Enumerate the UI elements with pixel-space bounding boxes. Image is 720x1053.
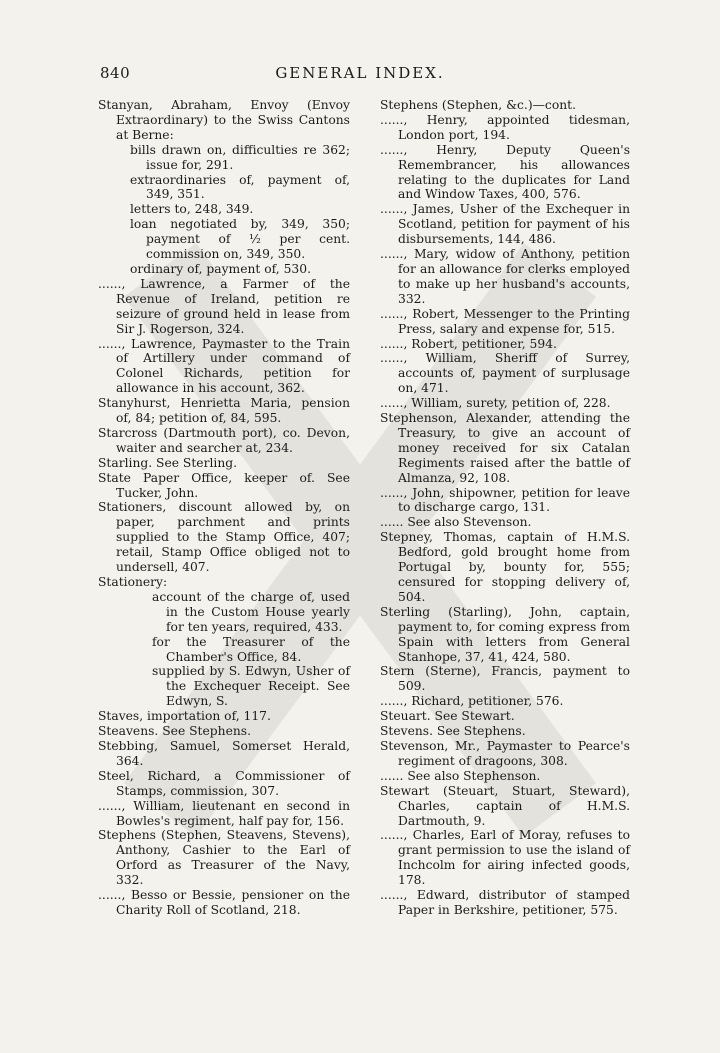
index-entry: Steel, Richard, a Commissioner of Stamps, commission, 307. <box>98 768 350 798</box>
index-entry: letters to, 248, 349. <box>130 202 254 217</box>
index-entry: ......, John, shipowner, petition for leave to discharge cargo, 131. <box>380 485 630 515</box>
index-entry: ......, Charles, Earl of Moray, refuses to grant permission to use the island of Inchcolm for airing infected goods, 178. <box>380 828 630 888</box>
index-entry: bills drawn on, difficulties re 362; issue for, 291. <box>130 142 350 172</box>
index-entry: Stanyan, Abraham, Envoy (Envoy Extraordinary) to the Swiss Cantons at Berne: <box>98 98 350 142</box>
index-entry: Steuart. See Stewart. <box>380 709 515 724</box>
index-entry: ......, Robert, Messenger to the Printing Press, salary and expense for, 515. <box>380 306 630 336</box>
index-entry: ......, Edward, distributor of stamped Paper in Berkshire, petitioner, 575. <box>380 888 630 917</box>
index-entry: ......, Lawrence, Paymaster to the Train of Artillery under command of Colonel Richards, petition for allowance in his account, 362. <box>98 336 350 396</box>
index-entry: Stern (Sterne), Francis, payment to 509. <box>380 664 630 694</box>
index-entry: ......, Besso or Bessie, pensioner on the Charity Roll of Scotland, 218. <box>98 888 350 917</box>
index-entry: ...... See also Stephenson. <box>380 768 541 783</box>
index-entry: Starling. See Sterling. <box>98 455 238 470</box>
index-entry: Sterling (Starling), John, captain, payment to, for coming express from Spain with letters from General Stanhope, 37, 41, 424, 580. <box>380 604 630 664</box>
index-entry: State Paper Office, keeper of. See Tucker, John. <box>98 470 350 500</box>
index-entry: Stanyhurst, Henrietta Maria, pension of, 84; petition of, 84, 595. <box>98 396 350 426</box>
index-entry: supplied by S. Edwyn, Usher of the Exchequer Receipt. See Edwyn, S. <box>152 664 350 709</box>
right-column <box>380 98 630 918</box>
index-entry: for the Treasurer of the Chamber's Office, 84. <box>152 634 350 664</box>
index-entry: ......, James, Usher of the Exchequer in Scotland, petition for payment of his disbursements, 144, 486. <box>380 202 630 247</box>
index-entry: Stepney, Thomas, captain of H.M.S. Bedford, gold brought home from Portugal by, bounty for, 555; censured for stopping delivery of, 504. <box>380 530 630 604</box>
index-entry: Steavens. See Stephens. <box>98 724 251 739</box>
index-entry: ordinary of, payment of, 530. <box>130 261 311 276</box>
index-entry: Starcross (Dartmouth port), co. Devon, waiter and searcher at, 234. <box>98 425 350 455</box>
page-header <box>0 64 720 88</box>
index-entry: account of the charge of, used in the Custom House yearly for ten years, required, 433. <box>152 589 350 634</box>
page-number: 840 <box>100 64 131 82</box>
index-entry: ......, Henry, appointed tidesman, London port, 194. <box>380 112 630 142</box>
index-entry: Stevenson, Mr., Paymaster to Pearce's regiment of dragoons, 308. <box>380 738 630 768</box>
index-entry: ......, Richard, petitioner, 576. <box>380 694 564 709</box>
index-entry: Stationery: <box>98 575 168 589</box>
index-entry: Stebbing, Samuel, Somerset Herald, 364. <box>98 738 350 768</box>
index-entry: Stephens (Stephen, &c.)—cont. <box>380 98 576 112</box>
index-entry: Staves, importation of, 117. <box>98 709 271 724</box>
index-entry: extraordinaries of, payment of, 349, 351. <box>130 172 350 202</box>
index-entry: ......, William, lieutenant en second in Bowles's regiment, half pay for, 156. <box>98 798 350 828</box>
index-entry: Stephenson, Alexander, attending the Treasury, to give an account of money received for six Catalan Regiments raised after the battle of Almanza, 92, 108. <box>380 411 630 485</box>
index-entry: ......, William, surety, petition of, 228. <box>380 396 611 411</box>
left-column <box>98 98 350 918</box>
index-entry: ......, Robert, petitioner, 594. <box>380 336 557 351</box>
index-entry: ......, Mary, widow of Anthony, petition for an allowance for clerks employed to make up her husband's accounts, 332. <box>380 247 630 306</box>
index-entry: ......, William, Sheriff of Surrey, accounts of, payment of surplusage on, 471. <box>380 351 630 396</box>
index-entry: ...... See also Stevenson. <box>380 515 532 530</box>
index-entry: Stationers, discount allowed by, on paper, parchment and prints supplied to the Stamp Office, 407; retail, Stamp Office obliged not to undersell, 407. <box>98 500 350 575</box>
index-entry: Stevens. See Stephens. <box>380 724 526 739</box>
index-entry: ......, Lawrence, a Farmer of the Revenue of Ireland, petition re seizure of ground held in lease from Sir J. Rogerson, 324. <box>98 276 350 336</box>
index-entry: ......, Henry, Deputy Queen's Remembrancer, his allowances relating to the duplicates for Land and Window Taxes, 400, 576. <box>380 142 630 202</box>
index-entry: loan negotiated by, 349, 350; payment of ½ per cent. commission on, 349, 350. <box>130 217 350 262</box>
running-title: GENERAL INDEX. <box>275 64 445 82</box>
index-entry: Stephens (Stephen, Steavens, Stevens), Anthony, Cashier to the Earl of Orford as Treasurer of the Navy, 332. <box>98 828 350 888</box>
index-entry: Stewart (Steuart, Stuart, Steward), Charles, captain of H.M.S. Dartmouth, 9. <box>380 783 630 828</box>
